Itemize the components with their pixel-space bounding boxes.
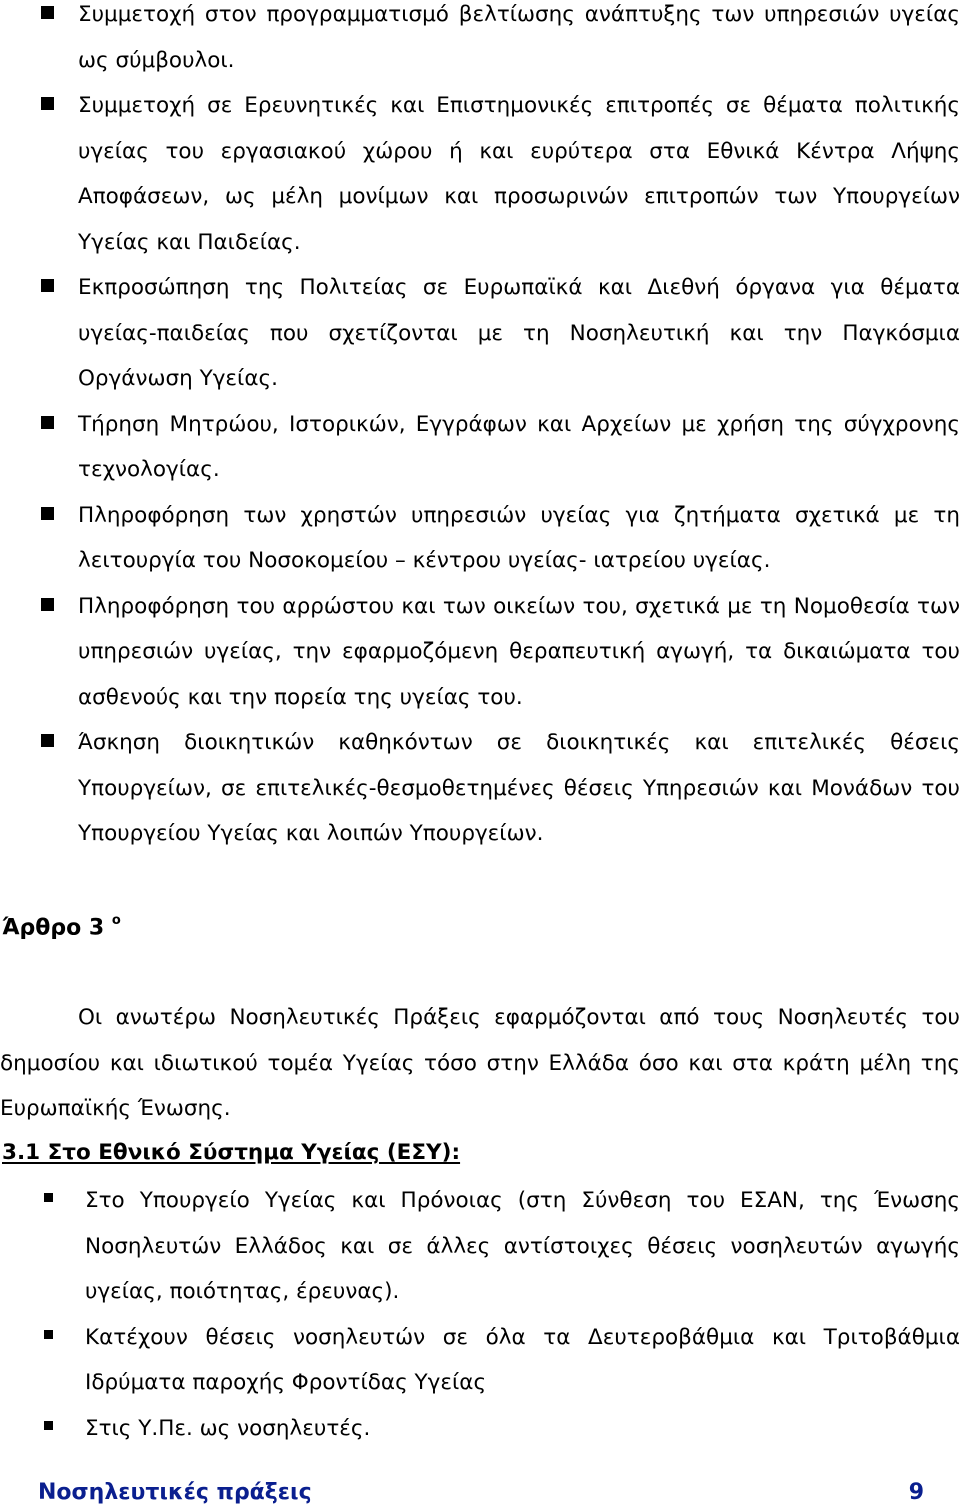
list-item: Εκπροσώπηση της Πολιτείας σε Ευρωπαϊκά και Διεθνή όργανα για θέματα υγείας-παιδείας που σχετίζονται με τη Νοσηλευτική και την Παγκόσμια Οργάνωση Υγείας. xyxy=(0,265,960,402)
list-item: Άσκηση διοικητικών καθηκόντων σε διοικητικές και επιτελικές θέσεις Υπουργείων, σε επιτελικές-θεσμοθετημένες θέσεις Υπηρεσιών και Μονάδων του Υπουργείου Υγείας και λοιπών Υπουργείων. xyxy=(0,720,960,857)
page-number: 9 xyxy=(908,1479,924,1505)
list-item: Συμμετοχή σε Ερευνητικές και Επιστημονικές επιτροπές σε θέματα πολιτικής υγείας του εργασιακού χώρου ή και ευρύτερα στα Εθνικά Κέντρα Λήψης Αποφάσεων, ως μέλη μονίμων και προσωρινών επιτροπών των Υπουργείων Υγείας και Παιδείας. xyxy=(0,83,960,265)
section-heading: 3.1 Στο Εθνικό Σύστημα Υγείας (ΕΣΥ): xyxy=(2,1140,461,1165)
square-bullet-icon xyxy=(41,416,54,429)
page-footer xyxy=(38,1472,924,1512)
list-item: Πληροφόρηση των χρηστών υπηρεσιών υγείας για ζητήματα σχετικά με τη λειτουργία του Νοσοκομείου – κέντρου υγείας- ιατρείου υγείας. xyxy=(0,493,960,584)
square-bullet-icon xyxy=(41,734,54,747)
list-item: Πληροφόρηση του αρρώστου και των οικείων του, σχετικά με τη Νομοθεσία των υπηρεσιών υγείας, την εφαρμοζόμενη θεραπευτική αγωγή, τα δικαιώματα του ασθενούς και την πορεία της υγείας του. xyxy=(0,584,960,721)
small-square-bullet-icon xyxy=(44,1193,53,1202)
square-bullet-icon xyxy=(41,507,54,520)
list-item: Στις Υ.Πε. ως νοσηλευτές. xyxy=(0,1406,960,1452)
small-square-bullet-icon xyxy=(44,1421,53,1430)
list-item: Στο Υπουργείο Υγείας και Πρόνοιας (στη Σύνθεση του ΕΣΑΝ, της Ένωσης Νοσηλευτών Ελλάδος και σε άλλες αντίστοιχες θέσεις νοσηλευτών αγωγής υγείας, ποιότητας, έρευνας). xyxy=(0,1178,960,1315)
list-item: Τήρηση Μητρώου, Ιστορικών, Εγγράφων και Αρχείων με χρήση της σύγχρονης τεχνολογίας. xyxy=(0,402,960,493)
square-bullet-icon xyxy=(41,279,54,292)
list-item: Συμμετοχή στον προγραμματισμό βελτίωσης ανάπτυξης των υπηρεσιών υγείας ως σύμβουλοι. xyxy=(0,0,960,83)
footer-title: Νοσηλευτικές πράξεις xyxy=(38,1479,312,1505)
square-bullet-icon xyxy=(41,97,54,110)
article-paragraph: Οι ανωτέρω Νοσηλευτικές Πράξεις εφαρμόζονται από τους Νοσηλευτές του δημοσίου και ιδιωτικού τομέα Υγείας τόσο στην Ελλάδα όσο και στα κράτη μέλη της Ευρωπαϊκής Ένωσης. xyxy=(0,1005,960,1121)
square-bullet-icon xyxy=(41,598,54,611)
article-heading: Άρθρο 3 $^o$ xyxy=(2,913,121,941)
article-heading-superscript: ο xyxy=(111,913,121,928)
small-square-bullet-icon xyxy=(44,1330,53,1339)
list-item: Κατέχουν θέσεις νοσηλευτών σε όλα τα Δευτεροβάθμια και Τριτοβάθμια Ιδρύματα παροχής Φροντίδας Υγείας xyxy=(0,1315,960,1406)
section-list xyxy=(0,1178,960,1451)
square-bullet-icon xyxy=(41,6,54,19)
